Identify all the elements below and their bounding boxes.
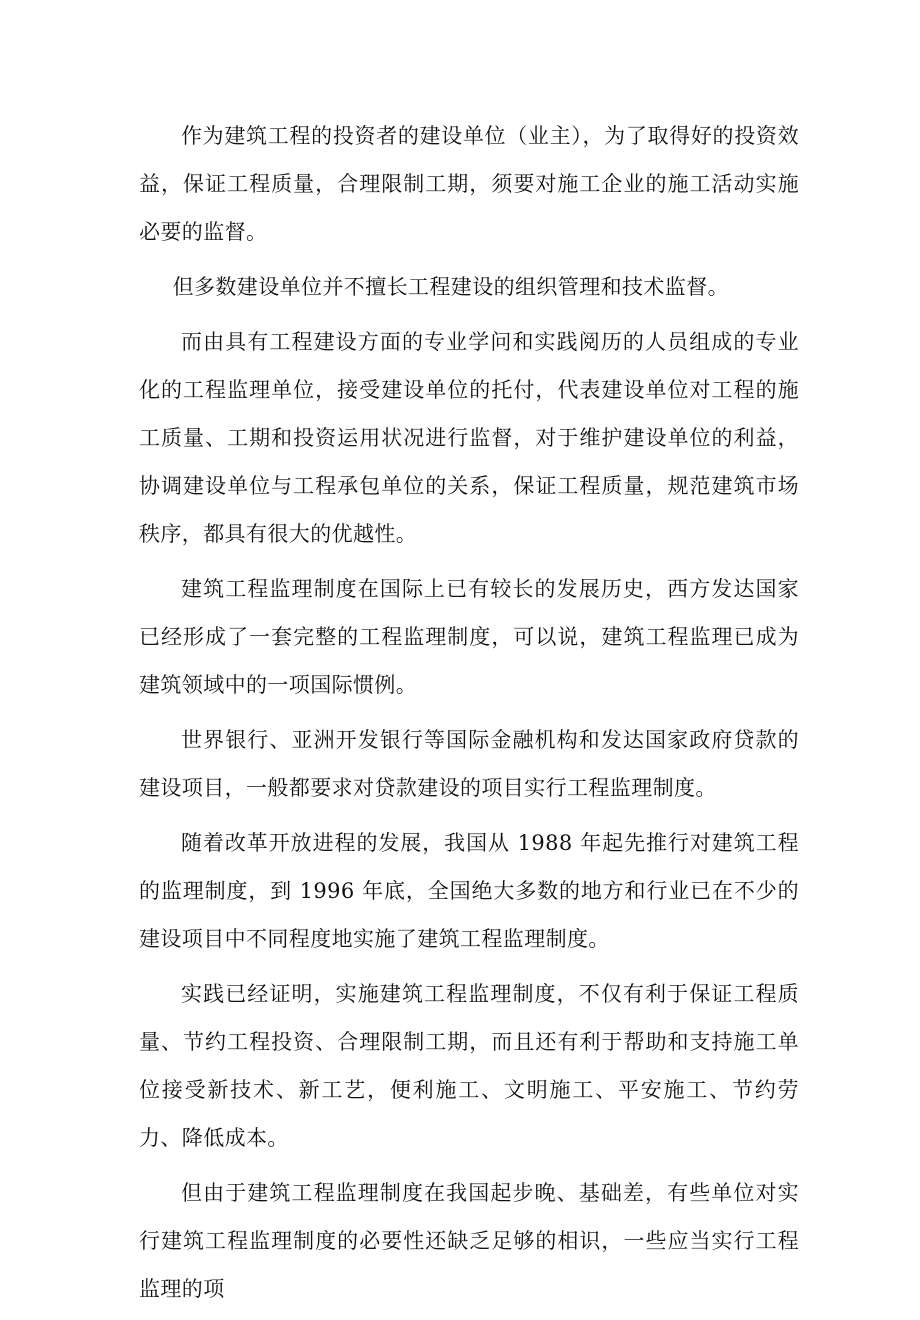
document-body — [139, 112, 799, 1320]
paragraph-8: 但由于建筑工程监理制度在我国起步晚、基础差，有些单位对实行建筑工程监理制度的必要性还缺乏足够的相识，一些应当实行工程监理的项 — [139, 1181, 799, 1301]
paragraph-3: 而由具有工程建设方面的专业学问和实践阅历的人员组成的专业化的工程监理单位，接受建设单位的托付，代表建设单位对工程的施工质量、工期和投资运用状况进行监督，对于维护建设单位的利益，协调建设单位与工程承包单位的关系，保证工程质量，规范建筑市场秩序，都具有很大的优越性。 — [139, 330, 799, 546]
paragraph-7: 实践已经证明，实施建筑工程监理制度，不仅有利于保证工程质量、节约工程投资、合理限制工期，而且还有利于帮助和支持施工单位接受新技术、新工艺，便利施工、文明施工、平安施工、节约劳力、降低成本。 — [139, 982, 799, 1150]
paragraph-6: 随着改革开放进程的发展，我国从 1988 年起先推行对建筑工程的监理制度，到 1996 年底，全国绝大多数的地方和行业已在不少的建设项目中不同程度地实施了建筑工程监理制度。 — [139, 831, 799, 951]
paragraph-5: 世界银行、亚洲开发银行等国际金融机构和发达国家政府贷款的建设项目，一般都要求对贷款建设的项目实行工程监理制度。 — [139, 728, 799, 800]
paragraph-1: 作为建筑工程的投资者的建设单位（业主），为了取得好的投资效益，保证工程质量，合理限制工期，须要对施工企业的施工活动实施必要的监督。 — [139, 124, 799, 244]
paragraph-4: 建筑工程监理制度在国际上已有较长的发展历史，西方发达国家已经形成了一套完整的工程监理制度，可以说，建筑工程监理已成为建筑领域中的一项国际惯例。 — [139, 577, 799, 697]
paragraph-2: 但多数建设单位并不擅长工程建设的组织管理和技术监督。 — [172, 275, 729, 299]
